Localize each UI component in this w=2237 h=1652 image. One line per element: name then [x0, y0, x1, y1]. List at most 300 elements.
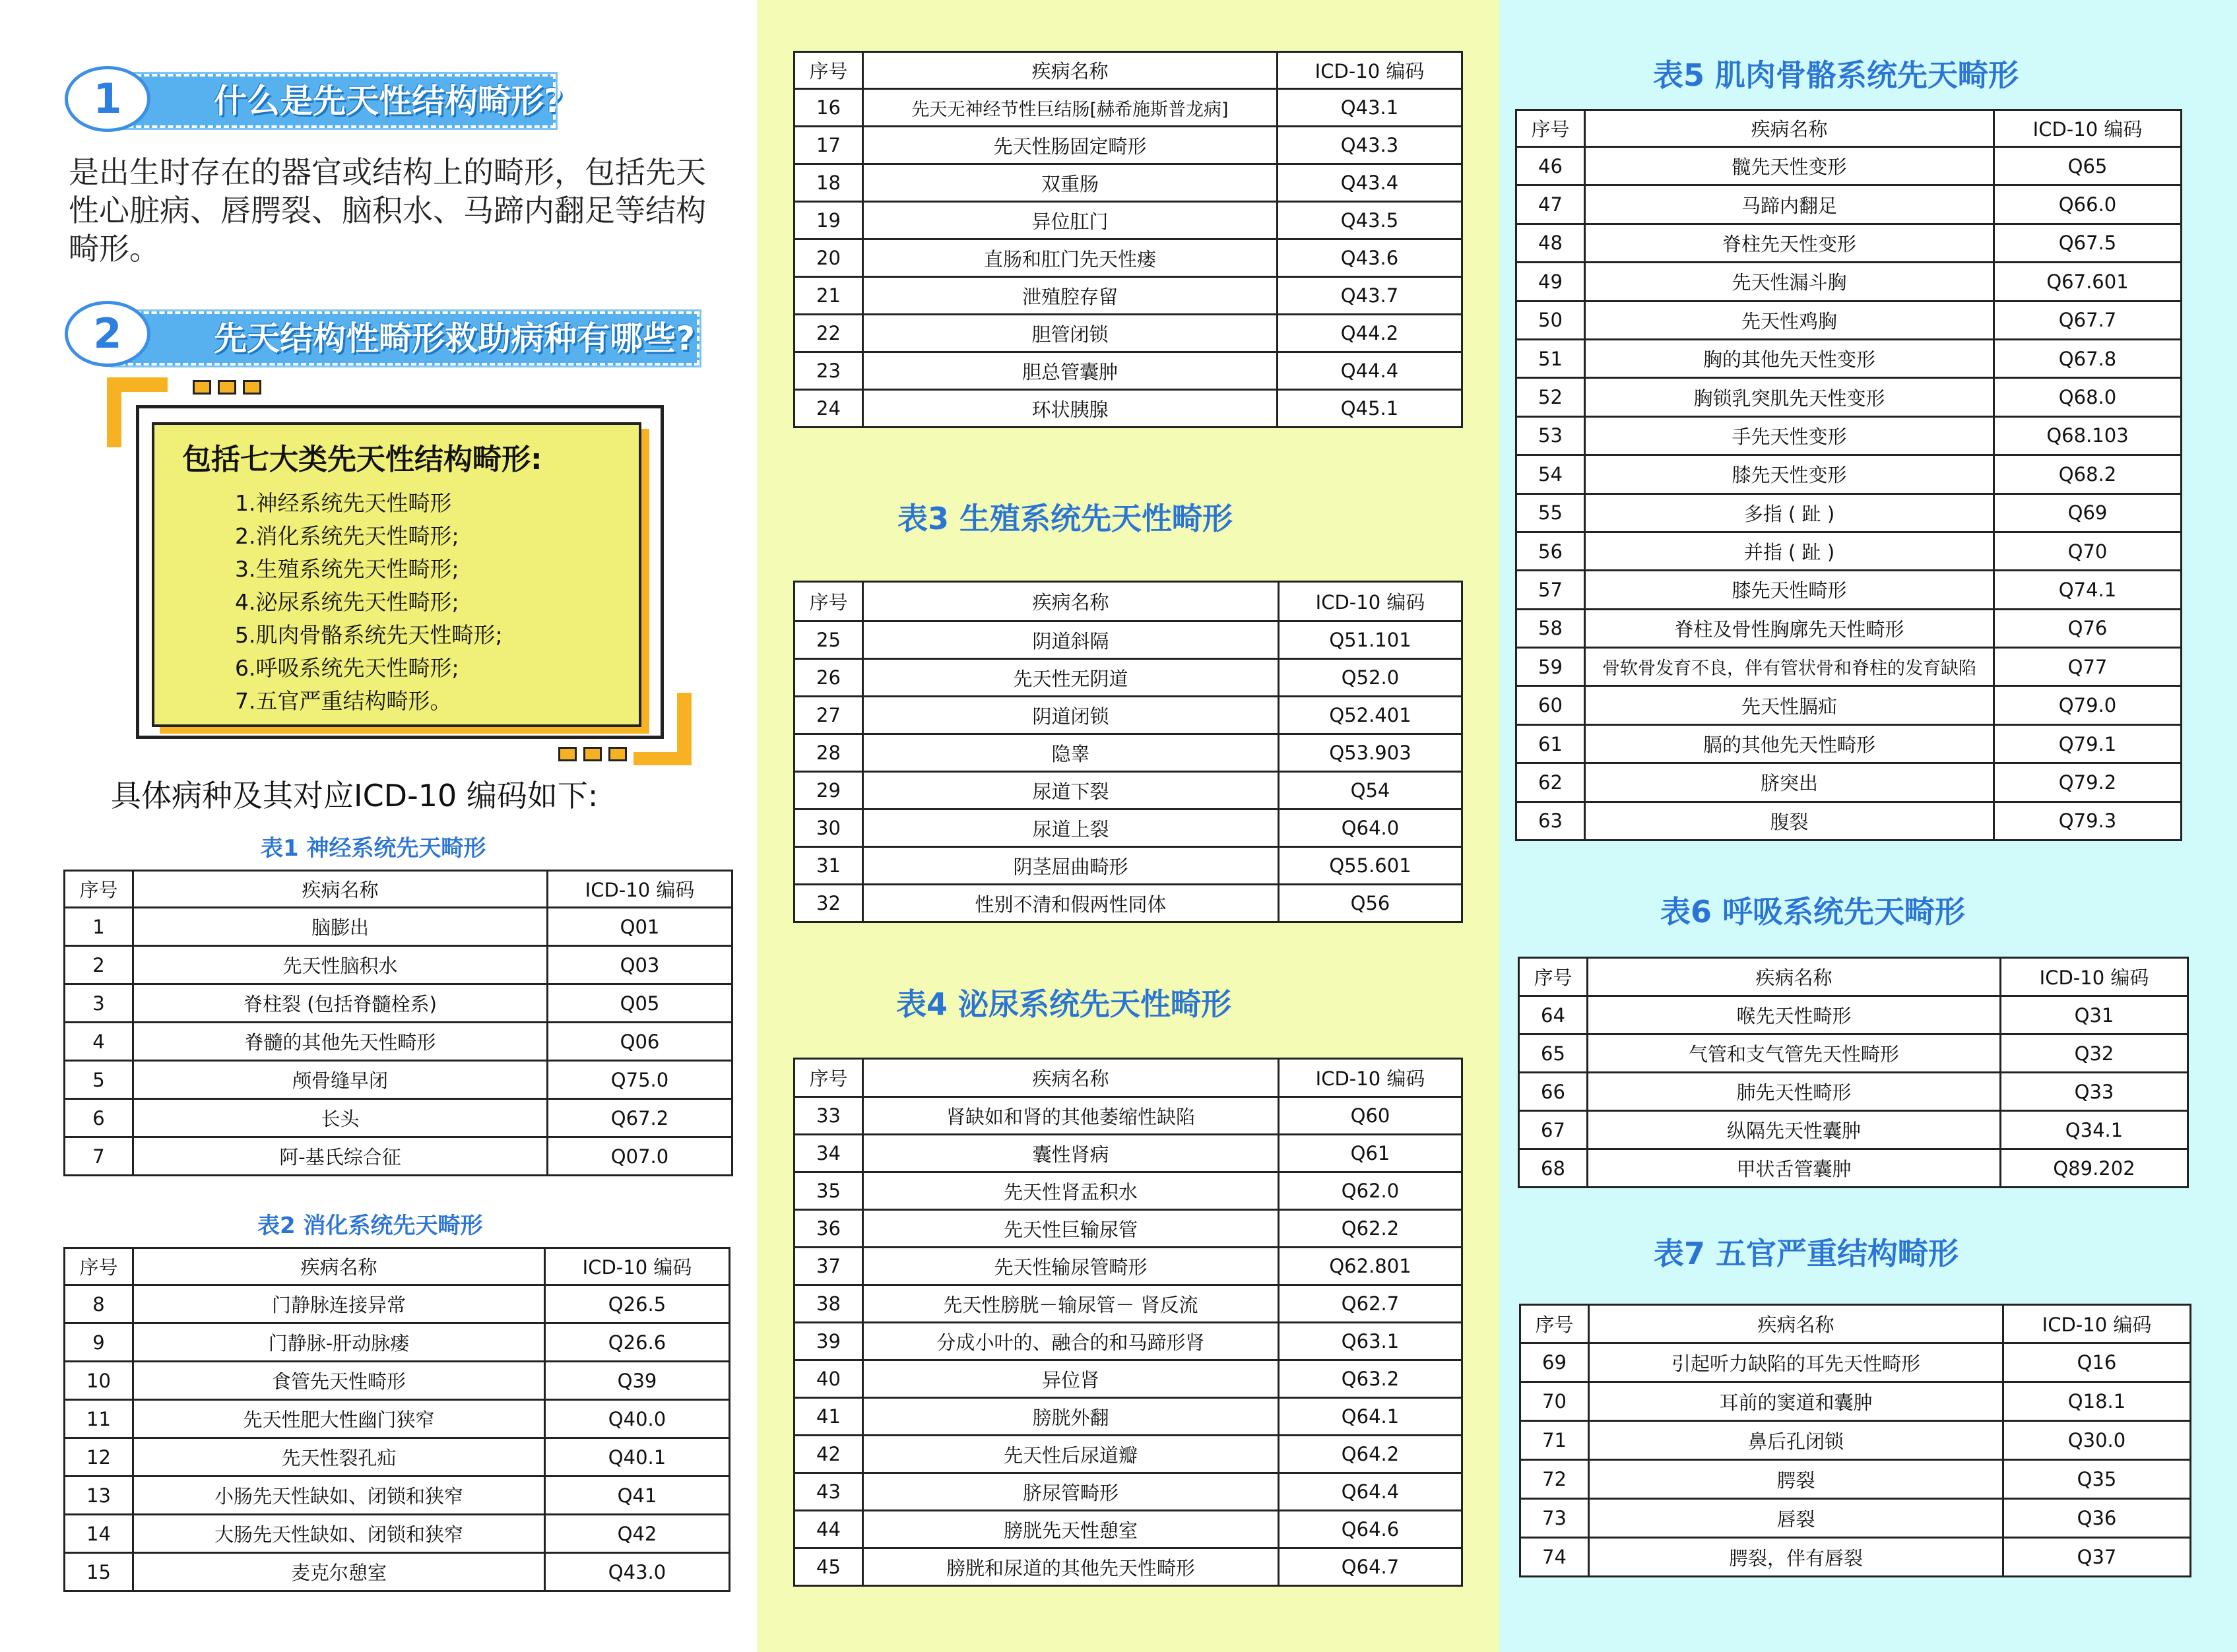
disease-name: 先天性后尿道瓣 — [863, 1436, 1279, 1473]
icd-code: Q64.4 — [1279, 1473, 1462, 1511]
disease-name: 阴茎屈曲畸形 — [863, 847, 1279, 885]
row-number: 16 — [794, 89, 863, 127]
disease-name: 引起听力缺陷的耳先天性畸形 — [1589, 1343, 2003, 1382]
disease-name: 膀胱先天性憩室 — [863, 1511, 1279, 1548]
disease-name: 异位肾 — [863, 1360, 1279, 1398]
row-number: 5 — [65, 1061, 133, 1099]
table-header-row — [794, 52, 1462, 89]
categories-list — [235, 487, 503, 718]
disease-name: 长头 — [133, 1099, 548, 1137]
table-row — [794, 390, 1462, 428]
disease-name: 骨软骨发育不良，伴有管状骨和脊柱的发育缺陷 — [1585, 648, 1994, 686]
table-row — [794, 1473, 1462, 1511]
icd-code: Q03 — [548, 946, 732, 984]
table-header-row — [65, 871, 732, 908]
icd-code: Q06 — [548, 1023, 732, 1061]
disease-name: 唇裂 — [1589, 1499, 2003, 1538]
table-row — [794, 239, 1462, 277]
table-2 — [63, 1247, 730, 1592]
row-number: 42 — [794, 1436, 863, 1473]
header-name: 疾病名称 — [1585, 110, 1994, 147]
disease-name: 先天性膈疝 — [1585, 686, 1994, 724]
header-name: 疾病名称 — [133, 871, 548, 908]
header-name: 疾病名称 — [863, 1059, 1279, 1097]
table-row — [794, 1360, 1462, 1398]
table-row — [1520, 1421, 2191, 1460]
row-number: 11 — [65, 1400, 133, 1438]
icd-code: Q69 — [1994, 493, 2182, 532]
disease-name: 喉先天性畸形 — [1588, 996, 2001, 1034]
table-row — [1516, 147, 2182, 185]
disease-name: 食管先天性畸形 — [133, 1362, 545, 1400]
disease-name: 马蹄内翻足 — [1585, 185, 1994, 224]
section-1-banner — [112, 74, 564, 128]
icd-code: Q40.1 — [545, 1438, 730, 1477]
disease-name: 先天性肥大性幽门狭窄 — [133, 1400, 545, 1438]
icd-code: Q64.1 — [1279, 1398, 1462, 1436]
disease-name: 膝先天性变形 — [1585, 455, 1994, 493]
disease-name: 脑膨出 — [133, 908, 548, 946]
header-name: 疾病名称 — [133, 1248, 545, 1285]
codes-intro: 具体病种及其对应ICD-10 编码如下: — [111, 778, 599, 813]
table-row — [1516, 301, 2182, 339]
row-number: 33 — [794, 1097, 863, 1135]
icd-code: Q89.202 — [2001, 1149, 2188, 1188]
disease-name: 肾缺如和肾的其他萎缩性缺陷 — [863, 1097, 1279, 1135]
table-row — [794, 885, 1462, 922]
header-code: ICD-10 编码 — [545, 1248, 730, 1285]
frame-square-decoration — [218, 380, 236, 395]
row-number: 32 — [794, 885, 863, 922]
icd-code: Q62.801 — [1279, 1248, 1462, 1285]
row-number: 27 — [794, 697, 863, 734]
disease-name: 麦克尔憩室 — [133, 1553, 545, 1591]
header-no: 序号 — [65, 871, 133, 908]
header-no: 序号 — [65, 1248, 133, 1285]
disease-name: 先天性漏斗胸 — [1585, 263, 1994, 301]
table-7 — [1519, 1304, 2191, 1577]
table-row — [794, 1210, 1462, 1248]
disease-name: 脊柱及骨性胸廓先天性畸形 — [1585, 609, 1994, 647]
table-row — [1519, 1111, 2188, 1149]
disease-name: 门静脉连接异常 — [133, 1285, 545, 1323]
icd-code: Q44.2 — [1278, 315, 1462, 352]
row-number: 66 — [1519, 1073, 1588, 1111]
icd-code: Q79.3 — [1994, 802, 2182, 840]
row-number: 54 — [1516, 455, 1585, 493]
icd-code: Q54 — [1279, 772, 1462, 810]
icd-code: Q35 — [2003, 1460, 2191, 1499]
icd-code: Q79.0 — [1994, 686, 2182, 724]
table-row — [1516, 185, 2182, 224]
disease-name: 大肠先天性缺如、闭锁和狭窄 — [133, 1515, 545, 1553]
header-name: 疾病名称 — [863, 582, 1279, 621]
icd-code: Q79.1 — [1994, 724, 2182, 763]
icd-code: Q68.0 — [1994, 378, 2182, 416]
row-number: 50 — [1516, 301, 1585, 339]
row-number: 13 — [65, 1477, 133, 1515]
table-row — [1516, 724, 2182, 763]
row-number: 18 — [794, 164, 863, 202]
row-number: 3 — [65, 984, 133, 1023]
category-item: 3.生殖系统先天性畸形; — [235, 556, 459, 582]
disease-name: 直肠和肛门先天性瘘 — [863, 239, 1278, 277]
icd-code: Q05 — [548, 984, 732, 1023]
table-row — [1520, 1382, 2191, 1421]
row-number: 26 — [794, 659, 863, 697]
header-no: 序号 — [1519, 958, 1588, 996]
table-row — [1519, 996, 2188, 1034]
table-header-row — [65, 1248, 730, 1285]
icd-code: Q42 — [545, 1515, 730, 1553]
frame-square-decoration — [608, 747, 627, 761]
disease-name: 泄殖腔存留 — [863, 277, 1278, 315]
row-number: 12 — [65, 1438, 133, 1477]
row-number: 24 — [794, 390, 863, 428]
row-number: 57 — [1516, 571, 1585, 609]
table-row — [65, 1137, 732, 1176]
disease-name: 先天性脑积水 — [133, 946, 548, 984]
icd-code: Q01 — [548, 908, 732, 946]
row-number: 52 — [1516, 378, 1585, 416]
table-row — [65, 1285, 730, 1323]
icd-code: Q62.7 — [1279, 1285, 1462, 1323]
table-row — [1516, 339, 2182, 377]
disease-name: 脊柱先天性变形 — [1585, 224, 1994, 262]
table-row — [65, 1553, 730, 1591]
icd-code: Q43.5 — [1278, 202, 1462, 239]
table-row — [65, 1099, 732, 1137]
table-row — [65, 1477, 730, 1515]
disease-name: 脐突出 — [1585, 763, 1994, 802]
disease-name: 囊性肾病 — [863, 1135, 1279, 1172]
table-row — [794, 202, 1462, 239]
icd-code: Q64.6 — [1279, 1511, 1462, 1548]
category-item: 5.肌肉骨骼系统先天性畸形; — [235, 622, 503, 648]
section-2-banner — [112, 311, 699, 365]
icd-code: Q43.0 — [545, 1553, 730, 1591]
table-row — [65, 1400, 730, 1438]
row-number: 56 — [1516, 532, 1585, 570]
row-number: 69 — [1520, 1343, 1589, 1382]
table-row — [1516, 686, 2182, 724]
table-row — [1516, 263, 2182, 301]
disease-name: 门静脉-肝动脉瘘 — [133, 1323, 545, 1362]
row-number: 37 — [794, 1248, 863, 1285]
table-row — [65, 1438, 730, 1477]
disease-name: 胆管闭锁 — [863, 315, 1278, 352]
table-row — [1516, 532, 2182, 570]
row-number: 43 — [794, 1473, 863, 1511]
table-row — [1519, 1073, 2188, 1111]
frame-corner-accent — [633, 752, 692, 765]
disease-name: 肺先天性畸形 — [1588, 1073, 2001, 1111]
header-code: ICD-10 编码 — [1279, 1059, 1462, 1097]
table-row — [1516, 378, 2182, 416]
icd-code: Q40.0 — [545, 1400, 730, 1438]
disease-name: 甲状舌管囊肿 — [1588, 1149, 2001, 1188]
table-row — [794, 659, 1462, 697]
disease-name: 手先天性变形 — [1585, 416, 1994, 455]
category-item: 4.泌尿系统先天性畸形; — [235, 589, 459, 615]
table-row — [1520, 1538, 2191, 1577]
table-row — [794, 352, 1462, 390]
row-number: 67 — [1519, 1111, 1588, 1149]
table-row — [65, 1023, 732, 1061]
icd-code: Q76 — [1994, 609, 2182, 647]
table-row — [794, 164, 1462, 202]
icd-code: Q68.2 — [1994, 455, 2182, 493]
table-header-row — [794, 1059, 1462, 1097]
disease-name: 髋先天性变形 — [1585, 147, 1994, 185]
header-name: 疾病名称 — [863, 52, 1278, 89]
disease-name: 胸的其他先天性变形 — [1585, 339, 1994, 377]
row-number: 47 — [1516, 185, 1585, 224]
disease-name: 环状胰腺 — [863, 390, 1278, 428]
disease-name: 膀胱和尿道的其他先天性畸形 — [863, 1548, 1279, 1586]
disease-name: 鼻后孔闭锁 — [1589, 1421, 2003, 1460]
icd-code: Q67.601 — [1994, 263, 2182, 301]
icd-code: Q67.2 — [548, 1099, 732, 1137]
disease-name: 膀胱外翻 — [863, 1398, 1279, 1436]
header-code: ICD-10 编码 — [548, 871, 732, 908]
disease-name: 隐睾 — [863, 734, 1279, 772]
disease-name: 胆总管囊肿 — [863, 352, 1278, 390]
icd-code: Q45.1 — [1278, 390, 1462, 428]
row-number: 19 — [794, 202, 863, 239]
row-number: 74 — [1520, 1538, 1589, 1577]
table-row — [1516, 493, 2182, 532]
disease-name: 双重肠 — [863, 164, 1278, 202]
icd-code: Q55.601 — [1279, 847, 1462, 885]
icd-code: Q26.6 — [545, 1323, 730, 1362]
disease-name: 先天性输尿管畸形 — [863, 1248, 1279, 1285]
icd-code: Q74.1 — [1994, 571, 2182, 609]
section-2-question: 先天结构性畸形救助病种有哪些? — [214, 319, 696, 358]
icd-code: Q64.7 — [1279, 1548, 1462, 1586]
icd-code: Q70 — [1994, 532, 2182, 570]
table-row — [794, 1097, 1462, 1135]
row-number: 15 — [65, 1553, 133, 1591]
table-row — [794, 1436, 1462, 1473]
table-row — [794, 1323, 1462, 1360]
icd-code: Q16 — [2003, 1343, 2191, 1382]
row-number: 22 — [794, 315, 863, 352]
icd-code: Q61 — [1279, 1135, 1462, 1172]
icd-code: Q37 — [2003, 1538, 2191, 1577]
disease-name: 先天性鸡胸 — [1585, 301, 1994, 339]
table-row — [794, 315, 1462, 352]
row-number: 36 — [794, 1210, 863, 1248]
row-number: 64 — [1519, 996, 1588, 1034]
header-no: 序号 — [1516, 110, 1585, 147]
category-item: 2.消化系统先天性畸形; — [235, 523, 459, 549]
table-header-row — [1520, 1305, 2191, 1343]
row-number: 21 — [794, 277, 863, 315]
row-number: 1 — [65, 908, 133, 946]
disease-name: 气管和支气管先天性畸形 — [1588, 1034, 2001, 1073]
icd-code: Q32 — [2001, 1034, 2188, 1073]
icd-code: Q62.2 — [1279, 1210, 1462, 1248]
table-row — [794, 1172, 1462, 1210]
disease-name: 尿道下裂 — [863, 772, 1279, 810]
table-row — [794, 1285, 1462, 1323]
row-number: 46 — [1516, 147, 1585, 185]
table-row — [1519, 1149, 2188, 1188]
disease-name: 先天性巨输尿管 — [863, 1210, 1279, 1248]
row-number: 10 — [65, 1362, 133, 1400]
row-number: 41 — [794, 1398, 863, 1436]
row-number: 29 — [794, 772, 863, 810]
row-number: 73 — [1520, 1499, 1589, 1538]
icd-code: Q07.0 — [548, 1137, 732, 1176]
row-number: 51 — [1516, 339, 1585, 377]
table-row — [1520, 1499, 2191, 1538]
table-2-title: 表2 消化系统先天畸形 — [257, 1213, 483, 1239]
disease-name: 小肠先天性缺如、闭锁和狭窄 — [133, 1477, 545, 1515]
disease-name: 腭裂 — [1589, 1460, 2003, 1499]
icd-code: Q43.7 — [1278, 277, 1462, 315]
table-row — [794, 697, 1462, 734]
icd-code: Q75.0 — [548, 1061, 732, 1099]
row-number: 70 — [1520, 1382, 1589, 1421]
disease-name: 先天性膀胱－输尿管－ 肾反流 — [863, 1285, 1279, 1323]
table-row — [794, 772, 1462, 810]
icd-code: Q43.4 — [1278, 164, 1462, 202]
table-row — [65, 908, 732, 946]
table-row — [1516, 802, 2182, 840]
icd-code: Q52.401 — [1279, 697, 1462, 734]
category-item: 7.五官严重结构畸形。 — [235, 688, 452, 714]
header-name: 疾病名称 — [1589, 1305, 2003, 1343]
table-header-row — [1516, 110, 2182, 147]
icd-code: Q41 — [545, 1477, 730, 1515]
disease-name: 膈的其他先天性畸形 — [1585, 724, 1994, 763]
disease-name: 先天性肠固定畸形 — [863, 127, 1278, 164]
table-5-title: 表5 肌肉骨骼系统先天畸形 — [1653, 57, 2019, 93]
header-no: 序号 — [794, 1059, 863, 1097]
disease-name: 纵隔先天性囊肿 — [1588, 1111, 2001, 1149]
header-code: ICD-10 编码 — [1994, 110, 2182, 147]
icd-code: Q31 — [2001, 996, 2188, 1034]
icd-code: Q39 — [545, 1362, 730, 1400]
row-number: 45 — [794, 1548, 863, 1586]
table-row — [1516, 455, 2182, 493]
section-2-number-badge: 2 — [65, 301, 150, 367]
table-row — [794, 1135, 1462, 1172]
row-number: 71 — [1520, 1421, 1589, 1460]
row-number: 6 — [65, 1099, 133, 1137]
table-row — [1516, 609, 2182, 647]
table-row — [794, 89, 1462, 127]
disease-name: 胸锁乳突肌先天性变形 — [1585, 378, 1994, 416]
icd-code: Q67.7 — [1994, 301, 2182, 339]
disease-name: 异位肛门 — [863, 202, 1278, 239]
table-row — [1516, 763, 2182, 802]
table-row — [1519, 1034, 2188, 1073]
disease-name: 阿-基氏综合征 — [133, 1137, 548, 1176]
row-number: 34 — [794, 1135, 863, 1172]
disease-name: 并指 ( 趾 ) — [1585, 532, 1994, 570]
table-row — [794, 810, 1462, 847]
row-number: 14 — [65, 1515, 133, 1553]
row-number: 62 — [1516, 763, 1585, 802]
icd-code: Q33 — [2001, 1073, 2188, 1111]
section-1-question: 什么是先天性结构畸形? — [214, 82, 564, 120]
row-number: 20 — [794, 239, 863, 277]
disease-name: 多指 ( 趾 ) — [1585, 493, 1994, 532]
icd-code: Q62.0 — [1279, 1172, 1462, 1210]
category-item: 1.神经系统先天性畸形 — [235, 490, 452, 516]
table-row — [794, 127, 1462, 164]
icd-code: Q66.0 — [1994, 185, 2182, 224]
header-no: 序号 — [1520, 1305, 1589, 1343]
row-number: 9 — [65, 1323, 133, 1362]
table-row — [65, 984, 732, 1023]
icd-code: Q26.5 — [545, 1285, 730, 1323]
disease-name: 先天性肾盂积水 — [863, 1172, 1279, 1210]
disease-name: 膝先天性畸形 — [1585, 571, 1994, 609]
row-number: 53 — [1516, 416, 1585, 455]
row-number: 65 — [1519, 1034, 1588, 1073]
row-number: 30 — [794, 810, 863, 847]
frame-square-decoration — [243, 380, 261, 395]
row-number: 63 — [1516, 802, 1585, 840]
table-row — [1516, 416, 2182, 455]
table-row — [65, 1061, 732, 1099]
table-row — [65, 1323, 730, 1362]
icd-code: Q18.1 — [2003, 1382, 2191, 1421]
icd-code: Q30.0 — [2003, 1421, 2191, 1460]
frame-corner-accent — [107, 377, 168, 392]
icd-code: Q56 — [1279, 885, 1462, 922]
frame-square-decoration — [193, 380, 211, 395]
icd-code: Q44.4 — [1278, 352, 1462, 390]
icd-code: Q67.8 — [1994, 339, 2182, 377]
row-number: 44 — [794, 1511, 863, 1548]
table-header-row — [1519, 958, 2188, 996]
icd-code: Q64.0 — [1279, 810, 1462, 847]
header-name: 疾病名称 — [1588, 958, 2001, 996]
categories-title: 包括七大类先天性结构畸形: — [182, 443, 542, 476]
disease-name: 脐尿管畸形 — [863, 1473, 1279, 1511]
row-number: 4 — [65, 1023, 133, 1061]
table-row — [794, 1398, 1462, 1436]
table-row — [794, 1248, 1462, 1285]
icd-code: Q60 — [1279, 1097, 1462, 1135]
table-row — [65, 1515, 730, 1553]
icd-code: Q53.903 — [1279, 734, 1462, 772]
row-number: 8 — [65, 1285, 133, 1323]
row-number: 48 — [1516, 224, 1585, 262]
icd-code: Q43.6 — [1278, 239, 1462, 277]
table-row — [794, 1548, 1462, 1586]
table-row — [794, 847, 1462, 885]
table-row — [1520, 1460, 2191, 1499]
section-1-number-badge: 1 — [65, 66, 150, 132]
table-row — [1520, 1343, 2191, 1382]
icd-code: Q63.1 — [1279, 1323, 1462, 1360]
row-number: 49 — [1516, 263, 1585, 301]
table-row — [1516, 224, 2182, 262]
row-number: 39 — [794, 1323, 863, 1360]
table-7-title: 表7 五官严重结构畸形 — [1654, 1236, 1959, 1271]
row-number: 17 — [794, 127, 863, 164]
disease-name: 先天性裂孔疝 — [133, 1438, 545, 1477]
table-row — [65, 946, 732, 984]
icd-code: Q77 — [1994, 648, 2182, 686]
table-1 — [63, 870, 733, 1176]
